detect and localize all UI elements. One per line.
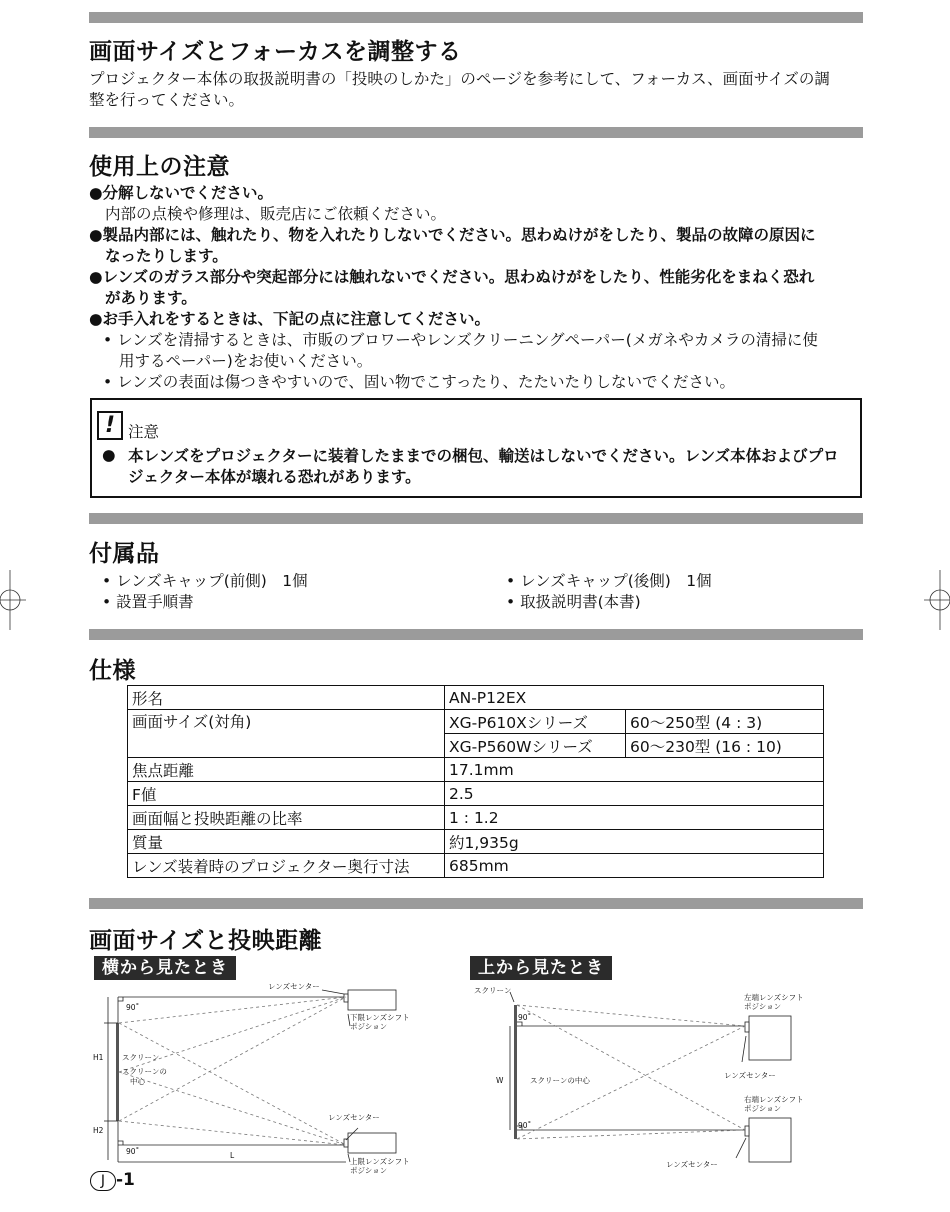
screen-label: スクリーン: [122, 1053, 160, 1062]
spec-value: 1 : 1.2: [445, 806, 824, 830]
spec-value: 685mm: [445, 854, 824, 878]
accessory-item: • 取扱説明書(本書): [506, 593, 641, 611]
page-number: [90, 1170, 135, 1191]
table-row: [128, 782, 824, 806]
lens-center-label: レンズセンター: [268, 982, 320, 991]
crop-mark-right: [920, 570, 950, 630]
focus-text: [89, 69, 869, 111]
caution-box: [90, 398, 862, 498]
specs-title: 仕様: [89, 658, 136, 684]
lower-shift-label: ポジション: [350, 1022, 388, 1031]
accessory-item: • レンズキャップ(後側) 1個: [506, 572, 712, 590]
page-letter-circle: J: [90, 1171, 116, 1191]
h2-label: H2: [93, 1126, 104, 1135]
side-view-badge: 横から見たとき: [94, 956, 236, 980]
precaution-item: ●レンズのガラス部分や突起部分には触れないでください。思わぬけがをしたり、性能劣化をまねく恐れ: [89, 268, 815, 286]
lens-center-label: レンズセンター: [328, 1113, 380, 1122]
caution-text: [128, 446, 839, 488]
lower-shift-label: 下限レンズシフト: [350, 1013, 410, 1022]
table-row: [128, 854, 824, 878]
accessory-item: • レンズキャップ(前側) 1個: [102, 572, 308, 590]
crop-mark-left: [0, 570, 30, 630]
section-divider: [89, 898, 863, 909]
angle-label: 90˚: [518, 1121, 532, 1130]
section-divider: [89, 629, 863, 640]
precaution-detail: なったりします。: [105, 247, 228, 265]
accessories-title: 付属品: [89, 541, 160, 567]
cleaning-item: • レンズを清掃するときは、市販のブロワーやレンズクリーニングペーパー(メガネやカメラの清掃に使: [103, 331, 818, 349]
spec-label: 質量: [128, 830, 445, 854]
angle-label: 90˚: [126, 1003, 140, 1012]
angle-label: 90˚: [126, 1147, 140, 1156]
spec-model: XG-P560Wシリーズ: [445, 734, 626, 758]
screen-center-label: スクリーンの: [122, 1067, 167, 1076]
spec-label: 焦点距離: [128, 758, 445, 782]
lens-center-label: レンズセンター: [724, 1071, 776, 1080]
precaution-item: ●分解しないでください。: [89, 184, 274, 202]
screen-center-label: スクリーンの中心: [530, 1076, 590, 1085]
precautions-title: 使用上の注意: [89, 154, 230, 180]
table-row: [128, 830, 824, 854]
top-view-badge: 上から見たとき: [470, 956, 612, 980]
spec-label: 形名: [128, 686, 445, 710]
table-row: [128, 758, 824, 782]
h1-label: H1: [93, 1053, 104, 1062]
left-shift-label: 左端レンズシフト: [744, 993, 804, 1002]
screen-center-label: 中心: [130, 1077, 145, 1086]
spec-label: 画面幅と投映距離の比率: [128, 806, 445, 830]
spec-table: [127, 685, 824, 878]
table-row: [128, 806, 824, 830]
spec-model: XG-P610Xシリーズ: [445, 710, 626, 734]
accessory-item: • 設置手順書: [102, 593, 194, 611]
lens-center-label: レンズセンター: [666, 1160, 718, 1169]
w-label: W: [496, 1076, 504, 1085]
top-view-diagram: [470, 980, 830, 1180]
precautions-list: [89, 183, 869, 393]
focus-title: 画面サイズとフォーカスを調整する: [89, 39, 462, 65]
right-shift-label: ポジション: [744, 1104, 782, 1113]
spec-label: レンズ装着時のプロジェクター奥行寸法: [128, 854, 445, 878]
caution-label: 注意: [128, 423, 160, 441]
spec-value: 60～230型 (16 : 10): [626, 734, 824, 758]
precaution-detail: があります。: [105, 289, 197, 307]
precaution-detail: 内部の点検や修理は、販売店にご依頼ください。: [105, 205, 447, 223]
angle-label: 90˚: [518, 1013, 532, 1022]
distance-l-label: L: [230, 1151, 235, 1160]
spec-label: 画面サイズ(対角): [128, 710, 445, 758]
upper-shift-label: ポジション: [350, 1166, 388, 1175]
page-suffix: -1: [116, 1170, 135, 1190]
focus-line: プロジェクター本体の取扱説明書の「投映のしかた」のページを参考にして、フォーカス、画面サイズの調: [89, 70, 830, 88]
spec-value: AN-P12EX: [445, 686, 824, 710]
distance-title: 画面サイズと投映距離: [89, 928, 323, 954]
spec-value: 17.1mm: [445, 758, 824, 782]
section-divider: [89, 12, 863, 23]
warning-icon: !: [97, 411, 123, 440]
upper-shift-label: 上限レンズシフト: [350, 1157, 410, 1166]
caution-line: 本レンズをプロジェクターに装着したままでの梱包、輸送はしないでください。レンズ本体およびプロ: [128, 447, 839, 465]
section-divider: [89, 513, 863, 524]
caution-bullet: ●: [102, 446, 116, 464]
caution-line: ジェクター本体が壊れる恐れがあります。: [128, 468, 421, 486]
precaution-item: ●製品内部には、触れたり、物を入れたりしないでください。思わぬけがをしたり、製品の故障の原因に: [89, 226, 816, 244]
spec-label: F値: [128, 782, 445, 806]
cleaning-item-cont: 用するペーパー)をお使いください。: [119, 352, 373, 370]
table-row: [128, 686, 824, 710]
right-shift-label: 右端レンズシフト: [744, 1095, 804, 1104]
focus-line: 整を行ってください。: [89, 91, 245, 109]
left-shift-label: ポジション: [744, 1002, 782, 1011]
screen-label: スクリーン: [474, 986, 512, 995]
spec-value: 60～250型 (4 : 3): [626, 710, 824, 734]
spec-value: 約1,935g: [445, 830, 824, 854]
spec-value: 2.5: [445, 782, 824, 806]
section-divider: [89, 127, 863, 138]
precaution-item: ●お手入れをするときは、下記の点に注意してください。: [89, 310, 491, 328]
cleaning-item: • レンズの表面は傷つきやすいので、固い物でこすったり、たたいたりしないでください。: [103, 373, 735, 391]
table-row: [128, 710, 824, 734]
side-view-diagram: [88, 980, 428, 1180]
